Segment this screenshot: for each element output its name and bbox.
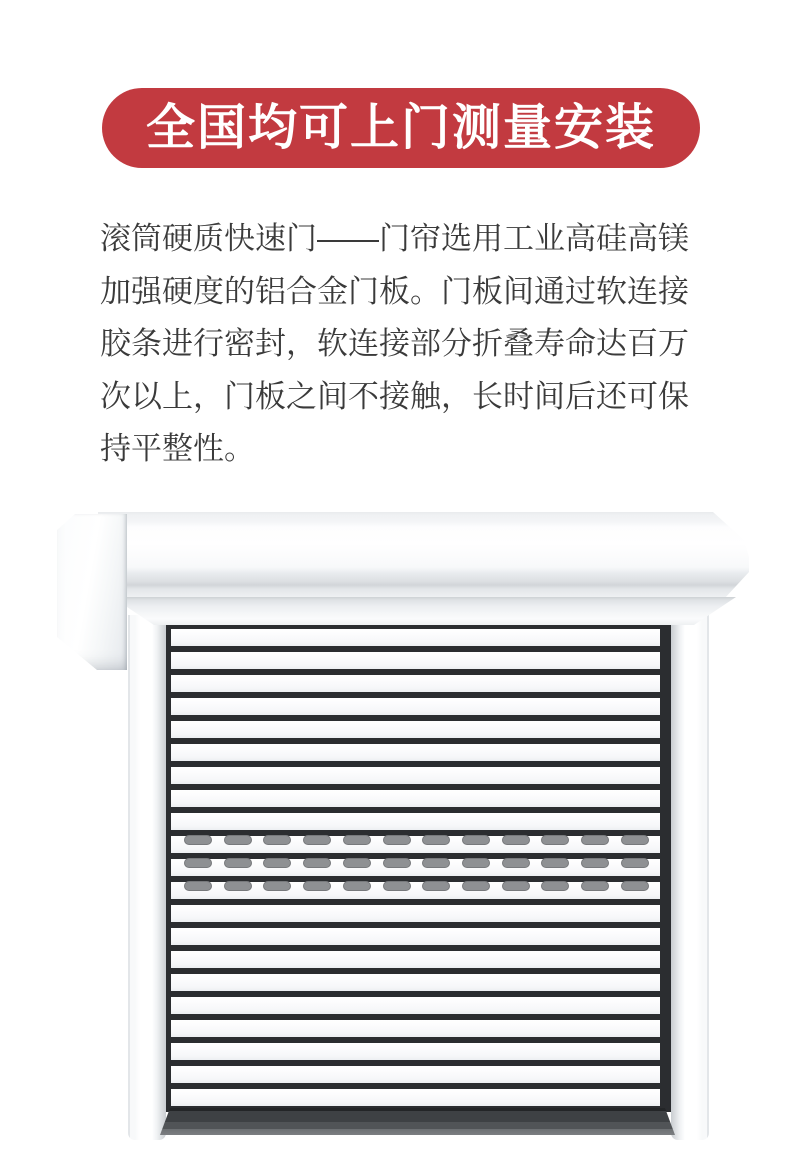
door-guide-rail-left: [128, 615, 166, 1140]
product-image-roller-door: [50, 510, 760, 1145]
vent-slot: [621, 858, 649, 868]
vent-slot: [422, 881, 450, 891]
vent-slot: [502, 858, 530, 868]
door-valance: [112, 597, 736, 625]
vent-slot: [383, 881, 411, 891]
vent-slot: [184, 835, 212, 845]
vent-slot: [343, 881, 371, 891]
vent-slot: [184, 881, 212, 891]
door-motor-end-cap: [57, 514, 127, 670]
vent-slot: [541, 881, 569, 891]
door-bottom-bar: [160, 1108, 675, 1135]
vent-slot: [303, 881, 331, 891]
door-roller-housing: [98, 512, 749, 599]
vent-slot: [422, 858, 450, 868]
vent-slot: [383, 858, 411, 868]
vent-slot: [502, 835, 530, 845]
vent-row: [184, 881, 649, 891]
vent-row: [184, 835, 649, 845]
vent-row: [184, 858, 649, 868]
vent-slot: [343, 858, 371, 868]
vent-slot: [343, 835, 371, 845]
vent-slot: [621, 881, 649, 891]
vent-slot: [541, 835, 569, 845]
vent-slot: [581, 881, 609, 891]
vent-slot: [462, 835, 490, 845]
vent-slot: [263, 881, 291, 891]
vent-slot: [621, 835, 649, 845]
door-curtain: [166, 624, 671, 1112]
description-line: 加强硬度的铝合金门板。门板间通过软连接: [100, 273, 689, 309]
vent-slot: [303, 858, 331, 868]
vent-slot: [581, 835, 609, 845]
vent-slot: [263, 835, 291, 845]
door-guide-rail-right: [671, 615, 709, 1140]
vent-slot: [383, 835, 411, 845]
vent-slot: [541, 858, 569, 868]
vent-slot: [303, 835, 331, 845]
vent-slot: [224, 858, 252, 868]
curtain-vents: [184, 835, 649, 914]
vent-slot: [224, 835, 252, 845]
vent-slot: [263, 858, 291, 868]
product-description: [100, 213, 740, 476]
service-banner: 全国均可上门测量安装: [102, 88, 700, 168]
vent-slot: [462, 858, 490, 868]
vent-slot: [224, 881, 252, 891]
vent-slot: [502, 881, 530, 891]
vent-slot: [184, 858, 212, 868]
vent-slot: [462, 881, 490, 891]
description-line: 滚筒硬质快速门——门帘选用工业高硅高镁: [100, 221, 689, 256]
vent-slot: [422, 835, 450, 845]
description-line: 持平整性。: [100, 431, 255, 466]
description-line: 次以上，门板之间不接触，长时间后还可保: [100, 378, 689, 414]
vent-slot: [581, 858, 609, 868]
description-line: 胶条进行密封，软连接部分折叠寿命达百万: [100, 326, 689, 361]
